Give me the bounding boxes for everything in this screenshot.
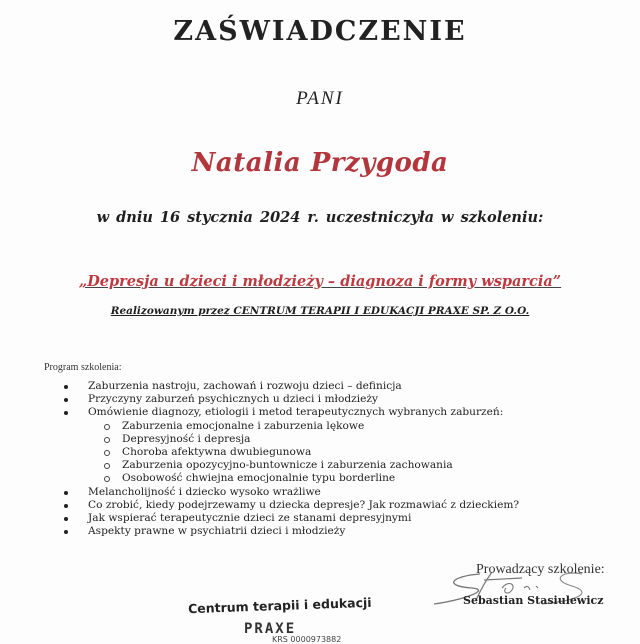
program-subitem: Zaburzenia opozycyjno-buntownicze i zaburzenia zachowania	[60, 459, 519, 472]
certificate-title: ZAŚWIADCZENIE	[173, 16, 467, 47]
program-subitem: Depresyjność i depresja	[60, 433, 519, 446]
program-list	[60, 380, 519, 538]
program-item: Co zrobić, kiedy podejrzewamy u dziecka depresje? Jak rozmawiać z dzieckiem?	[60, 499, 519, 512]
participation-date-line: w dniu 16 stycznia 2024 r. uczestniczyła w szkoleniu:	[96, 209, 544, 226]
stamp-organization: Centrum terapii i edukacji	[187, 594, 372, 617]
course-title	[0, 273, 640, 290]
organizer-text: Realizowanym przez CENTRUM TERAPII I EDUKACJI PRAXE SP. Z O.O.	[110, 305, 530, 317]
program-label: Program szkolenia:	[44, 362, 122, 373]
program-item: Aspekty prawne w psychiatrii dzieci i młodzieży	[60, 525, 519, 538]
program-subitem: Osobowość chwiejna emocjonalnie typu borderline	[60, 472, 519, 485]
program-item: Melancholijność i dziecko wysoko wrażliwe	[60, 486, 519, 499]
program-item: Jak wspierać terapeutycznie dzieci ze stanami depresyjnymi	[60, 512, 519, 525]
organizer-line	[0, 305, 640, 317]
stamp-registry: KRS 0000973882	[272, 635, 342, 644]
salutation: PANI	[296, 88, 344, 109]
program-item: Zaburzenia nastroju, zachowań i rozwoju dzieci – definicja	[60, 380, 519, 393]
stamp-brand: PRAXE	[244, 621, 297, 637]
program-subitem: Choroba afektywna dwubiegunowa	[60, 446, 519, 459]
trainer-label: Prowadzący szkolenie:	[476, 562, 605, 577]
recipient-name: Natalia Przygoda	[191, 148, 449, 178]
course-title-text: „Depresja u dzieci i młodzieży – diagnoza i formy wsparcia”	[78, 273, 562, 290]
trainer-name: Sebastian Stasiulewicz	[463, 594, 604, 607]
program-subitem: Zaburzenia emocjonalne i zaburzenia lękowe	[60, 420, 519, 433]
program-item: Omówienie diagnozy, etiologii i metod terapeutycznych wybranych zaburzeń:	[60, 406, 519, 419]
program-item: Przyczyny zaburzeń psychicznych u dzieci i młodzieży	[60, 393, 519, 406]
